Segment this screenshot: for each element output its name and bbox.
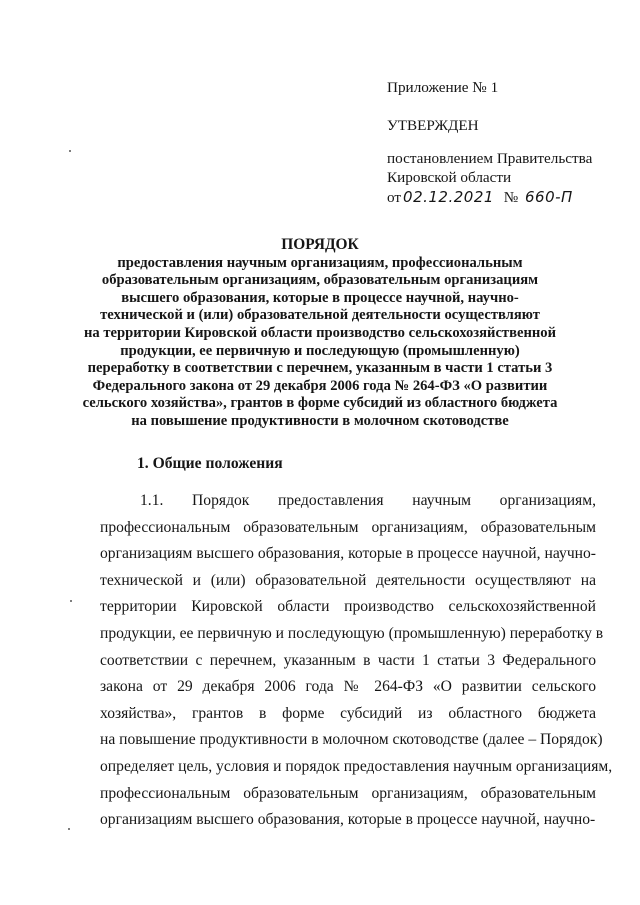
decree-line-2: Кировской области [387, 169, 512, 186]
document-title [80, 236, 560, 431]
section-heading: 1. Общие положения [137, 455, 283, 472]
body-line: организациям высшего образования, которые в процессе научной, научно- [100, 545, 596, 563]
title-line: высшего образования, которые в процессе научной, научно- [121, 289, 519, 306]
scan-speck [70, 600, 72, 602]
title-heading: ПОРЯДОК [281, 236, 359, 253]
title-line: продукции, ее первичную и последующую (промышленную) [120, 342, 520, 359]
scan-speck [68, 828, 70, 830]
body-line: профессиональным образовательным организациям, образовательным [100, 518, 596, 536]
title-line: предоставления научным организациям, профессиональным [117, 254, 523, 271]
body-line: территории Кировской области производство сельскохозяйственной [100, 598, 596, 616]
body-line: на повышение продуктивности в молочном скотоводстве (далее – Порядок) [100, 731, 603, 749]
date-prefix: от [387, 189, 402, 206]
body-paragraph [100, 488, 613, 834]
body-line: соответствии с перечнем, указанным в части 1 статьи 3 Федерального [100, 651, 596, 669]
body-line: 1.1. Порядок предоставления научным организациям, [140, 492, 596, 509]
title-line: технической и (или) образовательной деятельности осуществляют [100, 307, 540, 324]
body-line: продукции, ее первичную и последующую (промышленную) переработку в [100, 624, 604, 642]
approved-label: УТВЕРЖДЕН [387, 117, 479, 134]
handwritten-date: 02.12.2021 [403, 188, 494, 206]
decree-date-line [387, 188, 573, 207]
body-line: закона от 29 декабря 2006 года № 264-ФЗ «О развитии сельского [100, 678, 596, 696]
title-line: образовательным организациям, образовательным организациям [101, 272, 539, 289]
body-line: организациям высшего образования, которые в процессе научной, научно- [100, 811, 596, 829]
body-line: хозяйства», грантов в форме субсидий из областного бюджета [100, 704, 596, 722]
title-line: переработку в соответствии с перечнем, указанным в части 1 статьи 3 [87, 360, 553, 377]
appendix-label: Приложение № 1 [387, 79, 499, 96]
body-line: технической и (или) образовательной деятельности осуществляют на [100, 571, 596, 589]
number-prefix: № [503, 189, 519, 206]
title-line: Федерального закона от 29 декабря 2006 года № 264-ФЗ «О развитии [92, 377, 548, 394]
title-line: на повышение продуктивности в молочном скотоводстве [131, 412, 509, 429]
handwritten-number: 660-П [525, 188, 573, 206]
title-line: сельского хозяйства», грантов в форме субсидий из областного бюджета [82, 395, 558, 412]
decree-line-1: постановлением Правительства [387, 150, 593, 167]
scan-speck [69, 150, 71, 152]
title-line: на территории Кировской области производство сельскохозяйственной [84, 324, 556, 341]
body-line: определяет цель, условия и порядок предоставления научным организациям, [100, 757, 613, 775]
body-line: профессиональным образовательным организациям, образовательным [100, 784, 596, 802]
